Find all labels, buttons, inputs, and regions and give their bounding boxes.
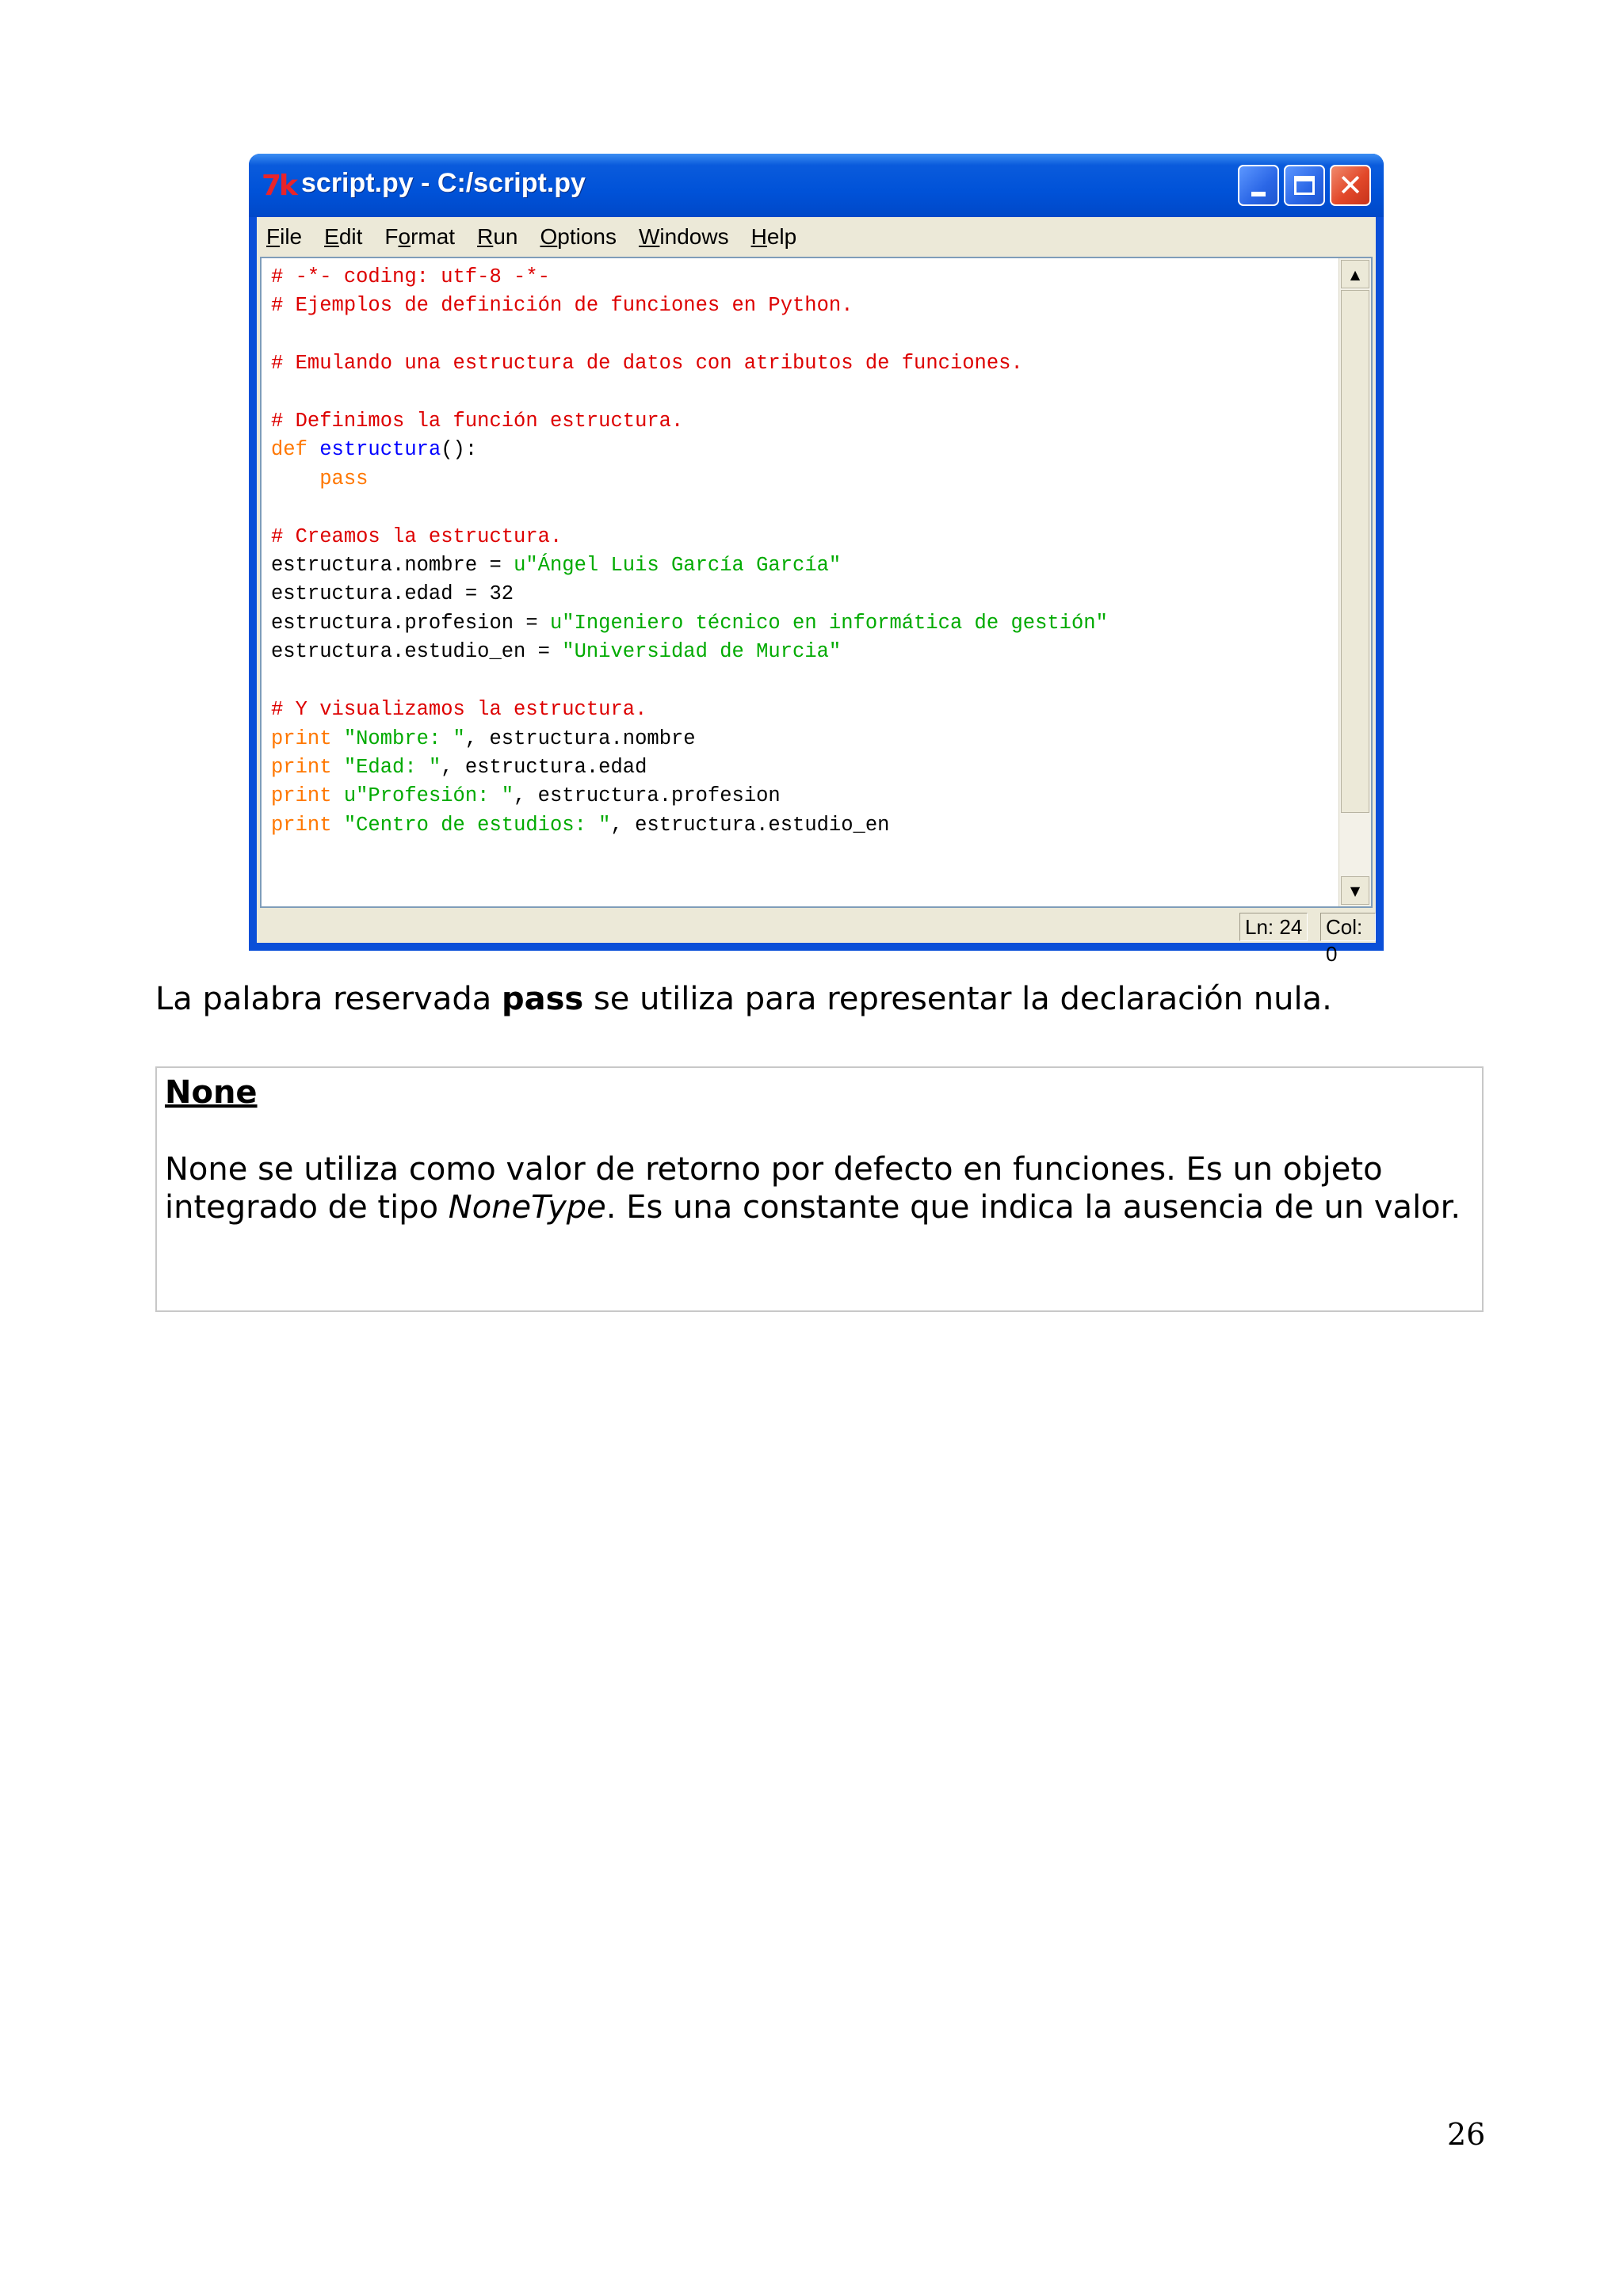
window-title: script.py - C:/script.py <box>301 168 586 198</box>
paragraph-keyword: pass <box>501 981 584 1017</box>
idle-window <box>249 154 1384 966</box>
maximize-button[interactable] <box>1284 165 1325 206</box>
code-line: estructura.profesion = u"Ingeniero técnico en informática de gestión" <box>271 611 1108 635</box>
code-line: pass <box>319 467 369 490</box>
window-body <box>257 217 1376 966</box>
menu-bar <box>257 217 1376 257</box>
arrow-down-icon: ▼ <box>1350 883 1361 898</box>
code-line: # Ejemplos de definición de funciones en Python. <box>271 294 854 318</box>
none-title: None <box>165 1074 258 1111</box>
code-line: # Definimos la función estructura. <box>271 410 684 433</box>
menu-windows[interactable]: Windows <box>638 224 729 249</box>
code-line: print "Centro de estudios: ", estructura.estudio_en <box>271 813 890 837</box>
status-column: Col: 0 <box>1320 913 1376 941</box>
code-line: estructura.edad = 32 <box>271 582 514 606</box>
minimize-button[interactable] <box>1238 165 1279 206</box>
code-line: print "Nombre: ", estructura.nombre <box>271 727 696 750</box>
code-text[interactable] <box>271 263 1108 840</box>
code-editor[interactable] <box>260 257 1373 908</box>
status-line: Ln: 24 <box>1239 913 1308 941</box>
scrollbar-thumb[interactable] <box>1341 290 1369 813</box>
code-line: print u"Profesión: ", estructura.profesion <box>271 784 781 808</box>
title-bar <box>249 154 1384 217</box>
close-button[interactable] <box>1330 165 1371 206</box>
paragraph-text-before: La palabra reservada <box>155 981 502 1017</box>
pass-paragraph <box>155 981 1332 1017</box>
menu-help[interactable]: Help <box>750 224 797 249</box>
status-bar <box>257 908 1376 966</box>
code-line: estructura.nombre = u"Ángel Luis García García" <box>271 554 842 578</box>
arrow-up-icon: ▲ <box>1350 266 1361 282</box>
vertical-scrollbar[interactable] <box>1338 258 1371 906</box>
menu-format[interactable]: Format <box>384 224 456 249</box>
code-line: print "Edad: ", estructura.edad <box>271 755 647 779</box>
code-line: # -*- coding: utf-8 -*- <box>271 265 550 288</box>
page-number: 26 <box>1447 2117 1486 2152</box>
maximize-icon <box>1294 176 1315 195</box>
code-line: # Creamos la estructura. <box>271 524 563 548</box>
paragraph-text-after: se utiliza para representar la declaración nula. <box>583 981 1332 1017</box>
scroll-up-button[interactable] <box>1341 260 1369 288</box>
scroll-down-button[interactable] <box>1341 876 1369 905</box>
code-line: # Y visualizamos la estructura. <box>271 698 647 722</box>
none-text-after: . Es una constante que indica la ausencia de un valor. <box>605 1189 1461 1226</box>
menu-run[interactable]: Run <box>477 224 518 249</box>
close-icon: ✕ <box>1338 168 1363 203</box>
none-definition-box <box>155 1066 1484 1312</box>
none-text-before: None se utiliza como valor de retorno por defecto en funciones. Es un objeto integrado de tipo <box>165 1151 1383 1226</box>
code-line: estructura.estudio_en = "Universidad de Murcia" <box>271 640 842 664</box>
code-line: # Emulando una estructura de datos con atributos de funciones. <box>271 352 1023 376</box>
menu-options[interactable]: Options <box>540 224 617 249</box>
none-text-italic: NoneType <box>448 1189 606 1226</box>
menu-edit[interactable]: Edit <box>324 224 363 249</box>
none-description <box>165 1150 1465 1226</box>
idle-app-icon: 7k <box>262 170 296 202</box>
minimize-icon <box>1251 192 1266 196</box>
menu-file[interactable]: File <box>266 224 303 249</box>
code-line: def estructura(): <box>271 438 478 462</box>
